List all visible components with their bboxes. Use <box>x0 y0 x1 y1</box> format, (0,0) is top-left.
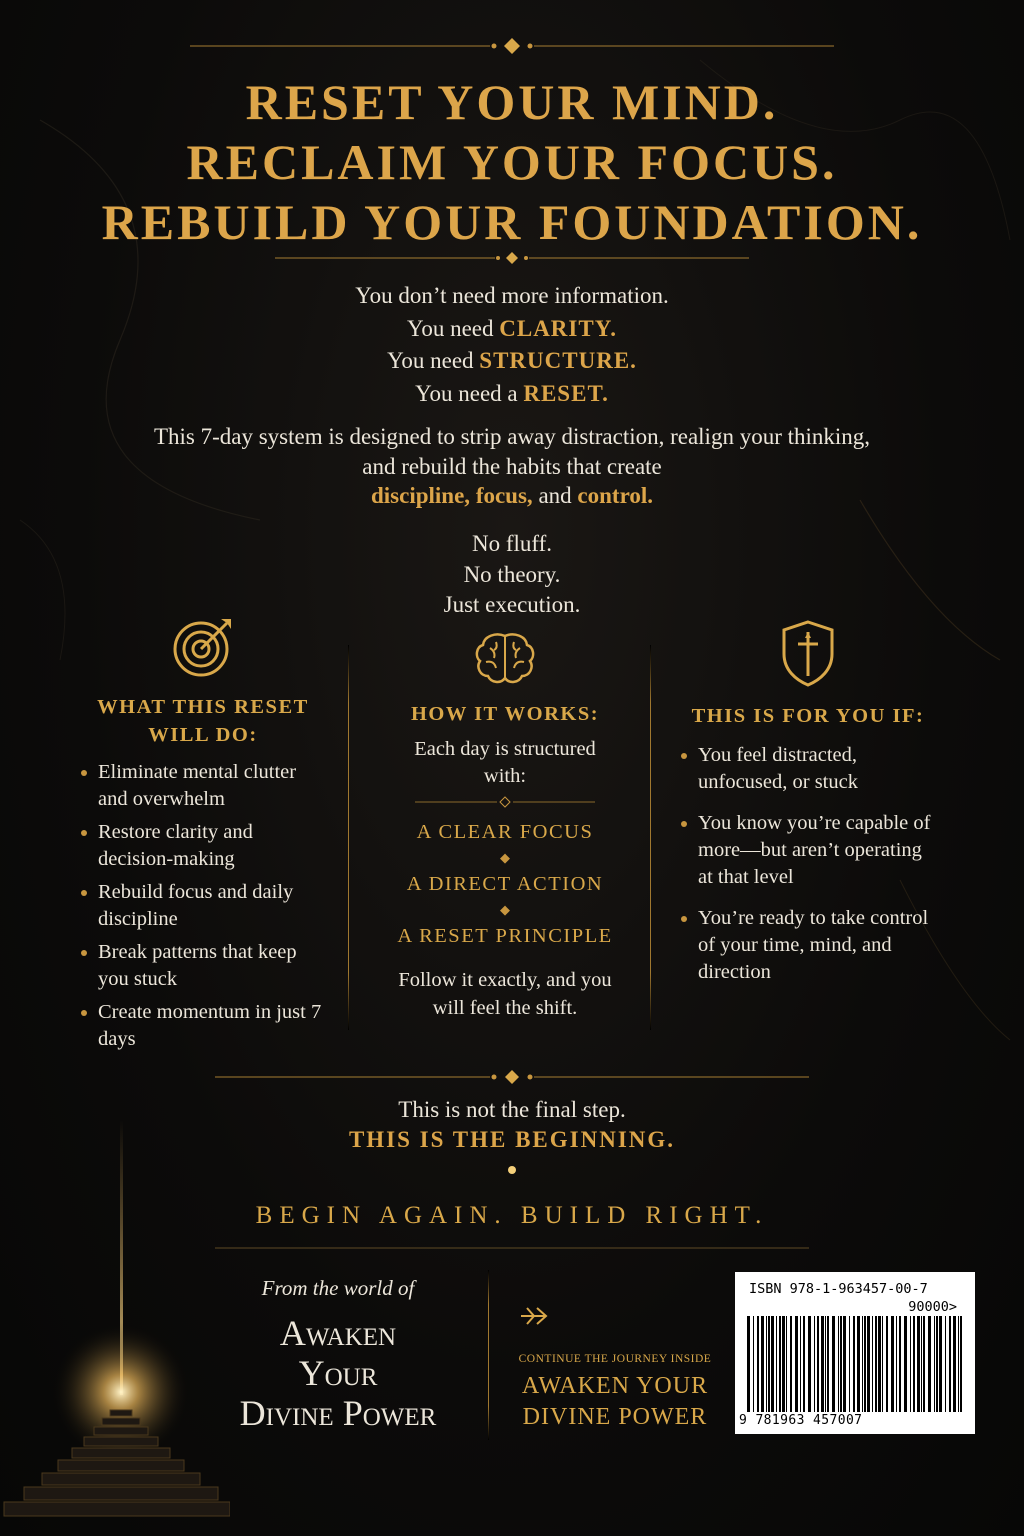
journey-title-line: AWAKEN YOUR <box>521 1373 709 1399</box>
list-item: Eliminate mental clutter and overwhelm <box>78 759 328 813</box>
headline-line-2: RECLAIM YOUR FOCUS. <box>186 134 838 190</box>
world-title <box>224 1313 452 1433</box>
headline-divider <box>0 248 1024 268</box>
no-fluff-block <box>0 529 1024 621</box>
headline <box>0 72 1024 252</box>
column-how-it-works <box>370 630 640 1022</box>
target-icon <box>171 615 235 679</box>
step-diamond: ◆ <box>500 902 510 917</box>
list-item: Create momentum in just 7 days <box>78 999 328 1053</box>
world-title-line: Your <box>298 1353 378 1393</box>
column-title-what: WHAT THIS RESET WILL DO: <box>97 696 309 746</box>
isbn-barcode <box>735 1272 975 1434</box>
intro-clarity: CLARITY. <box>499 315 617 341</box>
headline-line-1: RESET YOUR MIND. <box>245 74 779 130</box>
intro-prefix: You need <box>407 315 494 341</box>
no-fluff-line: No fluff. <box>471 531 553 556</box>
headline-line-3: REBUILD YOUR FOUNDATION. <box>101 194 923 250</box>
intro-structure: STRUCTURE. <box>479 348 637 373</box>
isbn-text: ISBN 978-1-963457-00-7 <box>749 1281 928 1297</box>
journey-block <box>505 1305 725 1433</box>
list-item: You’re ready to take control of your time, mind, and direction <box>678 905 938 986</box>
closing-line-2: THIS IS THE BEGINNING. <box>348 1127 676 1152</box>
barcode-digits: 9 781963 457007 <box>739 1413 863 1428</box>
intro-reset: RESET. <box>523 380 609 406</box>
column-title-how: HOW IT WORKS: <box>410 703 600 725</box>
barcode-bars <box>745 1316 967 1412</box>
brain-icon <box>472 630 538 686</box>
list-item: You know you’re capable of more—but aren’t operating at that level <box>678 810 938 891</box>
step-clear-focus: A CLEAR FOCUS <box>416 821 594 843</box>
footer-divider <box>488 1270 489 1440</box>
intro-line-1: You don’t need more information. <box>355 283 669 308</box>
journey-label: CONTINUE THE JOURNEY INSIDE <box>518 1353 712 1365</box>
intro-line-3 <box>0 345 1024 378</box>
description-text: This 7-day system is designed to strip away distraction, realign your thinking, and rebuild the habits that create <box>153 424 871 479</box>
list-item: Rebuild focus and daily discipline <box>78 879 328 933</box>
glowing-staircase-image <box>0 1120 230 1536</box>
how-divider <box>405 794 605 810</box>
journey-title-line: DIVINE POWER <box>522 1404 708 1430</box>
step-reset-principle: A RESET PRINCIPLE <box>397 925 613 947</box>
world-title-line: Divine Power <box>239 1393 437 1433</box>
world-of-block <box>224 1276 452 1433</box>
step-direct-action: A DIRECT ACTION <box>406 873 604 895</box>
intro-line-2 <box>0 313 1024 346</box>
arrow-icon <box>519 1305 549 1327</box>
column-divider-right <box>650 645 651 1030</box>
intro-block <box>0 280 1024 410</box>
list-item: You feel distracted, unfocused, or stuck <box>678 742 938 796</box>
top-divider <box>0 36 1024 56</box>
price-code: 90000> <box>908 1299 957 1315</box>
description-discipline: discipline, <box>371 483 471 508</box>
how-intro: Each day is structured with: <box>414 738 596 787</box>
what-list <box>78 759 328 1053</box>
world-from: From the world of <box>261 1276 415 1300</box>
closing-line-1: This is not the final step. <box>398 1097 626 1122</box>
step-diamond: ◆ <box>500 850 510 865</box>
description-control: control. <box>577 483 653 508</box>
column-for-you <box>678 618 938 986</box>
journey-title <box>505 1371 725 1433</box>
shield-sword-icon <box>780 618 836 688</box>
how-outro: Follow it exactly, and you will feel the shift. <box>398 969 612 1019</box>
list-item: Break patterns that keep you stuck <box>78 939 328 993</box>
column-title-for-you: THIS IS FOR YOU IF: <box>691 705 925 727</box>
just-execution-line: Just execution. <box>443 592 581 617</box>
column-what-it-does <box>78 615 328 1053</box>
description-and: and <box>538 483 572 508</box>
intro-prefix: You need <box>387 348 474 373</box>
world-title-line: Awaken <box>279 1313 397 1353</box>
for-you-list <box>678 742 938 986</box>
how-steps <box>370 736 640 1022</box>
intro-line-4 <box>0 378 1024 411</box>
description <box>150 422 874 511</box>
tagline: BEGIN AGAIN. BUILD RIGHT. <box>255 1202 769 1229</box>
no-theory-line: No theory. <box>463 561 561 587</box>
intro-prefix: You need a <box>415 380 518 406</box>
description-focus: focus, <box>475 483 533 508</box>
list-item: Restore clarity and decision-making <box>78 819 328 873</box>
column-divider-left <box>348 645 349 1030</box>
closing-divider <box>0 1067 1024 1087</box>
